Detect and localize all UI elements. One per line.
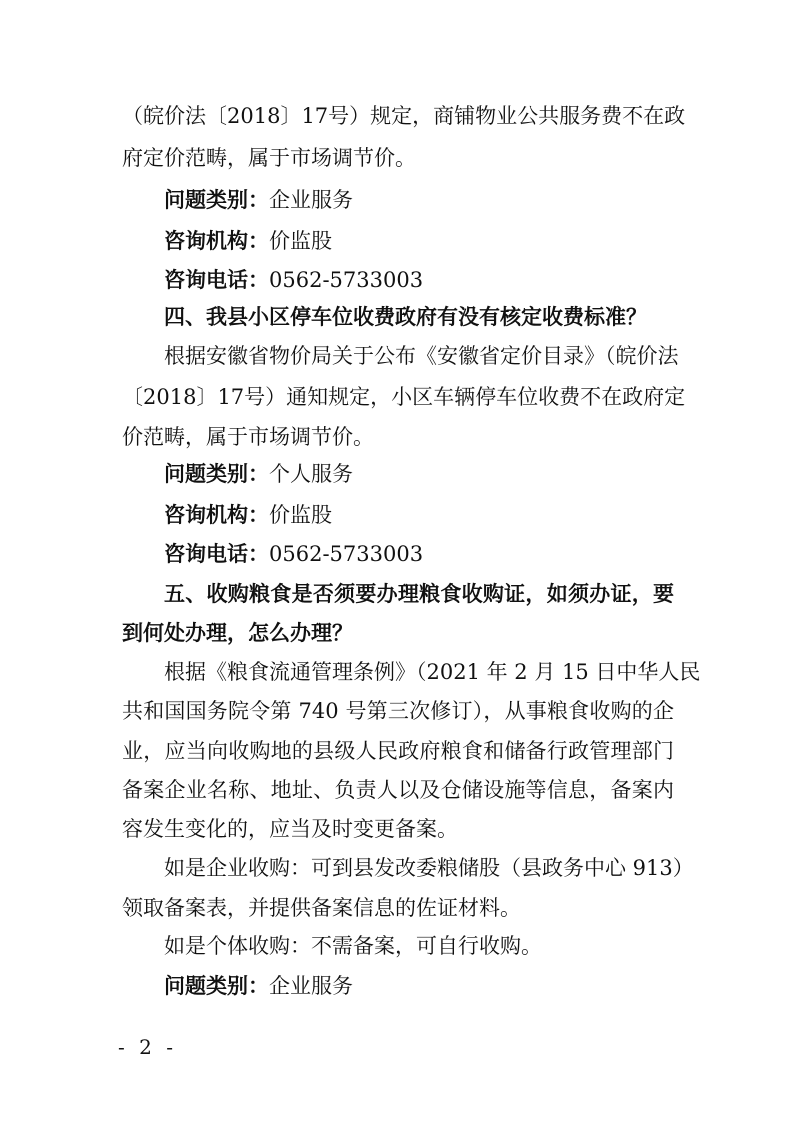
- meta-phone: [164, 540, 794, 568]
- phone-label: 咨询电话：: [164, 267, 269, 292]
- question-heading: 四、我县小区停车位收费政府有没有核定收费标准？: [164, 304, 647, 329]
- paragraph-line: 如是企业收购：可到县发改委粮储股（县政务中心 913）: [164, 856, 694, 880]
- category-value: 个人服务: [269, 462, 353, 486]
- paragraph-line: 〔2018〕17号）通知规定，小区车辆停车位收费不在政府定: [122, 385, 686, 409]
- question-heading: 五、收购粮食是否须要办理粮食收购证，如须办证，要: [164, 581, 674, 606]
- meta-agency: [164, 227, 794, 255]
- paragraph-line: 府定价范畴，属于市场调节价。: [122, 146, 416, 170]
- paragraph-line: 备案企业名称、地址、负责人以及仓储设施等信息，备案内: [122, 778, 674, 802]
- meta-phone: [164, 266, 794, 294]
- phone-value: 0562-5733003: [269, 542, 424, 566]
- category-label: 问题类别：: [164, 461, 269, 486]
- agency-value: 价监股: [269, 503, 332, 527]
- agency-value: 价监股: [269, 229, 332, 253]
- category-label: 问题类别：: [164, 187, 269, 212]
- agency-label: 咨询机构：: [164, 502, 269, 527]
- page-number: - 2 -: [118, 1035, 177, 1059]
- meta-agency: [164, 501, 794, 529]
- agency-label: 咨询机构：: [164, 228, 269, 253]
- paragraph-line: （皖价法〔2018〕17号）规定，商铺物业公共服务费不在政: [122, 104, 686, 128]
- paragraph-line: 价范畴，属于市场调节价。: [122, 425, 374, 449]
- category-label: 问题类别：: [164, 973, 269, 998]
- paragraph-line: 根据安徽省物价局关于公布《安徽省定价目录》（皖价法: [164, 344, 679, 368]
- paragraph-line: 业，应当向收购地的县级人民政府粮食和储备行政管理部门: [122, 739, 674, 763]
- paragraph-line: 如是个体收购：不需备案，可自行收购。: [164, 934, 542, 958]
- category-value: 企业服务: [269, 188, 353, 212]
- paragraph-line: 领取备案表，并提供备案信息的佐证材料。: [122, 896, 521, 920]
- paragraph-line: 容发生变化的，应当及时变更备案。: [122, 817, 458, 841]
- phone-label: 咨询电话：: [164, 541, 269, 566]
- phone-value: 0562-5733003: [269, 268, 424, 292]
- meta-category: [164, 460, 794, 488]
- question-heading: 到何处办理，怎么办理？: [122, 620, 353, 645]
- category-value: 企业服务: [269, 974, 353, 998]
- paragraph-line: 根据《粮食流通管理条例》（2021 年 2 月 15 日中华人民: [164, 660, 701, 684]
- paragraph-line: 共和国国务院令第 740 号第三次修订），从事粮食收购的企: [122, 699, 674, 723]
- meta-category: [164, 972, 794, 1000]
- meta-category: [164, 186, 794, 214]
